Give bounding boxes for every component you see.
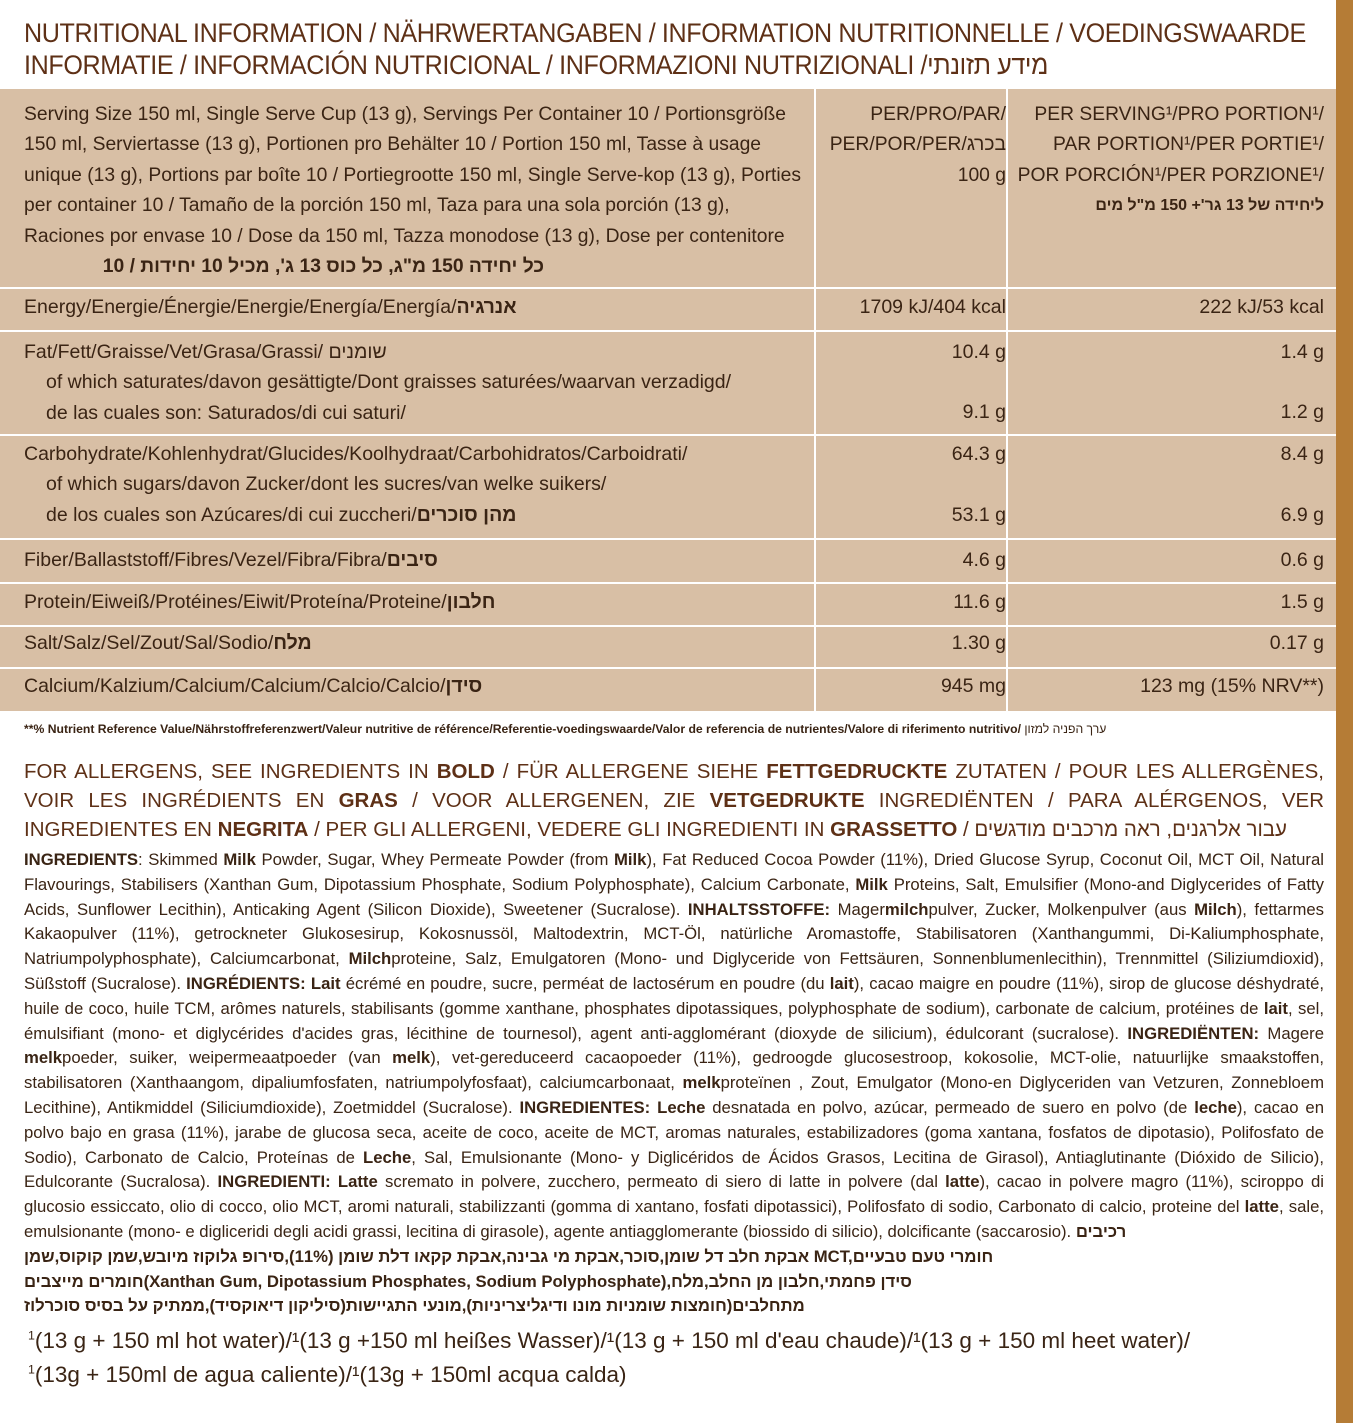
saturates-per-serving: 1.2 g bbox=[1280, 401, 1324, 423]
sugars-hebrew: מהן סוכרים bbox=[416, 503, 517, 526]
carbohydrate-per100: 64.3 g bbox=[951, 443, 1006, 465]
footnote-line-2: $^1$(13g + 150ml de agua caliente)/¹(13g + 150ml acqua calda) bbox=[28, 1361, 627, 1387]
label-title bbox=[24, 17, 1324, 81]
serving-size-text bbox=[24, 100, 814, 282]
serving-line: Raciones por envase 10 / Dose da 150 ml, Tazza monodose (13 g), Dose per contenitore bbox=[24, 225, 785, 247]
ingredients-hebrew-line: מתחלבים(חומצות שומניות מונו ודיגליצריניות),מונעי התגיישות(סיליקון דיאוקסיד),ממתיק על בסיס סוכרלוז bbox=[24, 1296, 805, 1316]
sugars-per100: 53.1 g bbox=[951, 504, 1006, 526]
nutrient-label: Fiber/Ballaststoff/Fibres/Vezel/Fibra/Fibra/ bbox=[24, 549, 387, 571]
ingredients-list: INGREDIENTS: Skimmed Milk Powder, Sugar, Whey Permeate Powder (from Milk), Fat Reduced Cocoa Powder (11%), Dried Glucose Syrup, Coconut Oil, MCT Oil, Natural Flavourings, Stabilisers (Xanthan Gum, Dipotassium Phosphate, Sodium Polyphosphate), Calcium Carbonate, Milk Proteins, Salt, Emulsifier (Mono-and Diglycerides of Fatty Acids, Sunflower Lecithin), Anticaking Agent (Silicon Dioxide), Sweetener (Sucralose). INHALTSSTOFFE: Magermilchpulver, Zucker, Molkenpulver (aus Milch), fettarmes Kakaopulver (11%), getrockneter Glukosesirup, Kokosnussöl, Maltodextrin, MCT-Öl, natürliche Aromastoffe, Stabilisatoren (Xanthangummi, Di-Kaliumphosphate, Natriumpolyphosphate), Calciumcarbonat, Milchproteine, Salz, Emulgatoren (Mono- und Diglyceride von Fettsäuren, Sonnenblumenlecithin), Trennmittel (Siliziumdioxid), Süßstoff (Sucralose). INGRÉDIENTS: Lait écrémé en poudre, sucre, perméat de lactosérum en poudre (du lait), cacao maigre en poudre (11%), sirop de glucose déshydraté, huile de coco, huile TCM, arômes naturels, stabilisants (gomme xanthane, phosphates dipotassiques, polyphosphate de sodium), carbonate de calcium, protéines de lait, sel, émulsifiant (mono- et diglycérides d'acides gras, lécithine de tournesol), agent anti-agglomérant (dioxyde de silicium), édulcorant (sucralose). INGREDIËNTEN: Magere melkpoeder, suiker, weipermeaatpoeder (van melk), vet-gereduceerd cacaopoeder (11%), gedroogde glucosestroop, kokosolie, MCT-olie, natuurlijke smaakstoffen, stabilisatoren (Xanthaangom, dipaliumfosfaten, natriumpolyfosfaat), calciumcarbonaat, melkproteïnen , Zout, Emulgator (Mono-en Diglyceriden van Vetzuren, Zonnebloem Lecithine), Antikmiddel (Siliciumdioxide), Zoetmiddel (Sucralose). INGREDIENTES: Leche desnatada en polvo, azúcar, permeado de suero en polvo (de leche), cacao en polvo bajo en grasa (11%), jarabe de glucosa seca, aceite de coco, aceite de MCT, aromas naturales, estabilizadores (goma xantana, fosfatos de dipotasio), Polifosfato de Sodio), Carbonato de Calcio, Proteínas de Leche, Sal, Emulsionante (Mono- y Diglicéridos de Ácidos Grasos, Lecitina de Girasol), Antiaglutinante (Dióxido de Silicio), Edulcorante (Sucralosa). INGREDIENTI: Latte scremato in polvere, zucchero, permeato di siero di latte in polvere (dal latte), cacao in polvere magro (11%), sciroppo di glucosio essiccato, olio di cocco, olio MCT, aromi naturali, stabilizzanti (gomma di xantano, fosfati dipotassici), Polifosfato di sodio, Carbonato di calcio, proteine del latte, sale, emulsionante (mono- e digliceridi degli acidi grassi, lecitina di girasole), agente antiagglomerante (biossido di silicio), dolcificante (saccarosio). רכיבים אבקת חלב דל שומן,סוכר,אבקת מי גבינה,אבקת קקאו דלת שומן (11%),סירופ גלוקוז מיובש,שמן קוקוס,שמן MCT,חומרי טעם טבעיים חומרים מייצבים(Xanthan Gum, Dipotassium Phosphates, Sodium Polyphosphate),סידן פחמתי,חלבון מן החלב,מלח מתחלבים(חומצות שומניות מונו ודיגליצריניות),מונעי התגיישות(סיליקון דיאוקסיד),ממתיק על בסיס סוכרלוז bbox=[24, 848, 1324, 1319]
fat-sub-label: de las cuales son: Saturados/di cui saturi/ bbox=[46, 401, 406, 424]
nutrient-label-hebrew: סיבים bbox=[386, 549, 438, 571]
per-serving-line: POR PORCIÓN¹/PER PORZIONE¹/ bbox=[1017, 164, 1324, 186]
per-serving-line: PAR PORTION¹/PER PORTIE¹/ bbox=[1052, 134, 1324, 156]
salt-per-serving: 0.17 g bbox=[1269, 632, 1324, 654]
serving-line: per container 10 / Tamaño de la porción 150 ml, Taza para una sola porción (13 g), bbox=[24, 195, 730, 217]
serving-line: Serving Size 150 ml, Single Serve Cup (13 g), Servings Per Container 10 / Portionsgröße bbox=[24, 104, 786, 125]
salt-label bbox=[24, 628, 814, 658]
carbohydrate-label bbox=[24, 439, 814, 530]
saturates-per100: 9.1 g bbox=[962, 401, 1006, 423]
serving-line: 150 ml, Serviertasse (13 g), Portionen pro Behälter 10 / Portion 150 ml, Tasse à usage bbox=[24, 134, 762, 156]
protein-per100: 11.6 g bbox=[953, 591, 1006, 613]
nrv-note-hebrew: ערך הפניה למזון bbox=[1024, 722, 1107, 736]
ingredients-hebrew-line: אבקת חלב דל שומן,סוכר,אבקת מי גבינה,אבקת קקאו דלת שומן (11%),סירופ גלוקוז מיובש,שמן קוקוס,שמן MCT,חומרי טעם טבעיים bbox=[24, 1246, 994, 1266]
nutrient-label-hebrew: מלח bbox=[273, 632, 312, 654]
per-serving-header bbox=[1008, 100, 1324, 222]
nutrient-label: Energy/Energie/Énergie/Energie/Energía/Energía/ bbox=[24, 296, 457, 318]
energy-per100: 1709 kJ/404 kcal bbox=[859, 296, 1006, 318]
fiber-label bbox=[24, 545, 814, 575]
nutrient-label: Protein/Eiweiß/Protéines/Eiwit/Proteína/Proteine/ bbox=[24, 591, 447, 613]
energy-per-serving: 222 kJ/53 kcal bbox=[1199, 296, 1324, 318]
calcium-per-serving: 123 mg (15% NRV**) bbox=[1140, 675, 1324, 697]
fat-per-serving: 1.4 g bbox=[1280, 341, 1324, 363]
nutrient-label: Salt/Salz/Sel/Zout/Sal/Sodio/ bbox=[24, 632, 274, 654]
allergen-hebrew: עבור אלרגנים, ראה מרכבים מודגשים bbox=[974, 818, 1287, 841]
nutrient-label-hebrew: חלבון bbox=[446, 591, 496, 613]
fat-label bbox=[24, 337, 814, 428]
per-100g-line: 100 g bbox=[957, 164, 1006, 186]
energy-label bbox=[24, 292, 814, 322]
nrv-footnote bbox=[24, 722, 1324, 736]
nutrient-label-hebrew: אנרגיה bbox=[456, 296, 517, 318]
footnote-line-1: $^1$(13 g + 150 ml hot water)/¹(13 g +150 ml heißes Wasser)/¹(13 g + 150 ml d'eau chaude)/¹(13 g + 150 ml heet water)/ bbox=[28, 1328, 1191, 1353]
nutrient-label: Calcium/Kalzium/Calcium/Calcium/Calcio/Calcio/ bbox=[24, 675, 446, 697]
carbohydrate-per-serving: 8.4 g bbox=[1280, 443, 1324, 465]
fat-sub-label: of which saturates/davon gesättigte/Dont graisses saturées/waarvan verzadigd/ bbox=[46, 371, 732, 394]
calcium-per100: 945 mg bbox=[940, 675, 1006, 697]
per-serving-hebrew: ליחידה של 13 גר'+ 150 מ"ל מים bbox=[1095, 197, 1324, 215]
per-serving-line: PER SERVING¹/PRO PORTION¹/ bbox=[1034, 104, 1324, 125]
carbohydrate-sub-label: de los cuales son Azúcares/di cui zuccheri/ bbox=[46, 503, 417, 526]
fiber-per100: 4.6 g bbox=[962, 549, 1006, 571]
fat-per100: 10.4 g bbox=[951, 341, 1006, 363]
nutrient-label: Carbohydrate/Kohlenhydrat/Glucides/Koolhydraat/Carbohidratos/Carboidrati/ bbox=[24, 443, 688, 465]
carbohydrate-sub-label: of which sugars/davon Zucker/dont les sucres/van welke suikers/ bbox=[46, 473, 607, 496]
nutrient-label-hebrew: סידן bbox=[445, 675, 483, 697]
sugars-per-serving: 6.9 g bbox=[1280, 504, 1324, 526]
nutrient-label: Fat/Fett/Graisse/Vet/Grasa/Grassi/ bbox=[24, 341, 324, 363]
allergen-statement: FOR ALLERGENS, SEE INGREDIENTS IN BOLD / FÜR ALLERGENE SIEHE FETTGEDRUCKTE ZUTATEN / POUR LES ALLERGÈNES, VOIR LES INGRÉDIENTS EN GRAS / VOOR ALLERGENEN, ZIE VETGEDRUKTE INGREDIËNTEN / PARA ALÉRGENOS, VER INGREDIENTES EN NEGRITA / PER GLI ALLERGENI, VEDERE GLI INGREDIENTI IN GRASSETTO / עבור אלרגנים, ראה מרכבים מודגשים bbox=[24, 760, 1325, 841]
calcium-label bbox=[24, 671, 814, 701]
title-hebrew: מידע תזונתי bbox=[927, 50, 1048, 80]
serving-line-hebrew: כל יחידה 150 מ"ג, כל כוס 13 ג', מכיל 10 יחידות / 10 bbox=[102, 256, 544, 278]
protein-per-serving: 1.5 g bbox=[1280, 591, 1324, 613]
per-100g-header bbox=[816, 100, 1006, 191]
serving-line: unique (13 g), Portions par boîte 10 / Portiegrootte 150 ml, Single Serve-kop (13 g), Porties bbox=[24, 164, 802, 186]
per-100g-line: PER/POR/PER/בכרג bbox=[829, 134, 1006, 156]
title-line-1: NUTRITIONAL INFORMATION / NÄHRWERTANGABEN / INFORMATION NUTRITIONNELLE / VOEDINGSWAARDE bbox=[24, 18, 1306, 48]
serving-footnote bbox=[28, 1324, 1328, 1391]
title-line-2 bbox=[24, 49, 1233, 81]
fiber-per-serving: 0.6 g bbox=[1280, 549, 1324, 571]
per-100g-line: PER/PRO/PAR/ bbox=[870, 104, 1006, 125]
ingredients-hebrew-heading: רכיבים bbox=[1075, 1221, 1127, 1241]
nutrient-label-hebrew: שומנים bbox=[328, 341, 387, 363]
title-line-2-text: INFORMATIE / INFORMACIÓN NUTRICIONAL / INFORMAZIONI NUTRIZIONALI / bbox=[24, 50, 928, 80]
ingredients-hebrew-line: חומרים מייצבים(Xanthan Gum, Dipotassium Phosphates, Sodium Polyphosphate),סידן פחמתי,חלבון מן החלב,מלח bbox=[24, 1271, 912, 1291]
salt-per100: 1.30 g bbox=[951, 632, 1006, 654]
protein-label bbox=[24, 587, 814, 617]
nrv-note-text: **% Nutrient Reference Value/Nährstoffreferenzwert/Valeur nutritive de référence/Referentie-voedingswaarde/Valor de referencia de nutrientes/Valore di riferimento nutritivo/ bbox=[24, 722, 1021, 736]
